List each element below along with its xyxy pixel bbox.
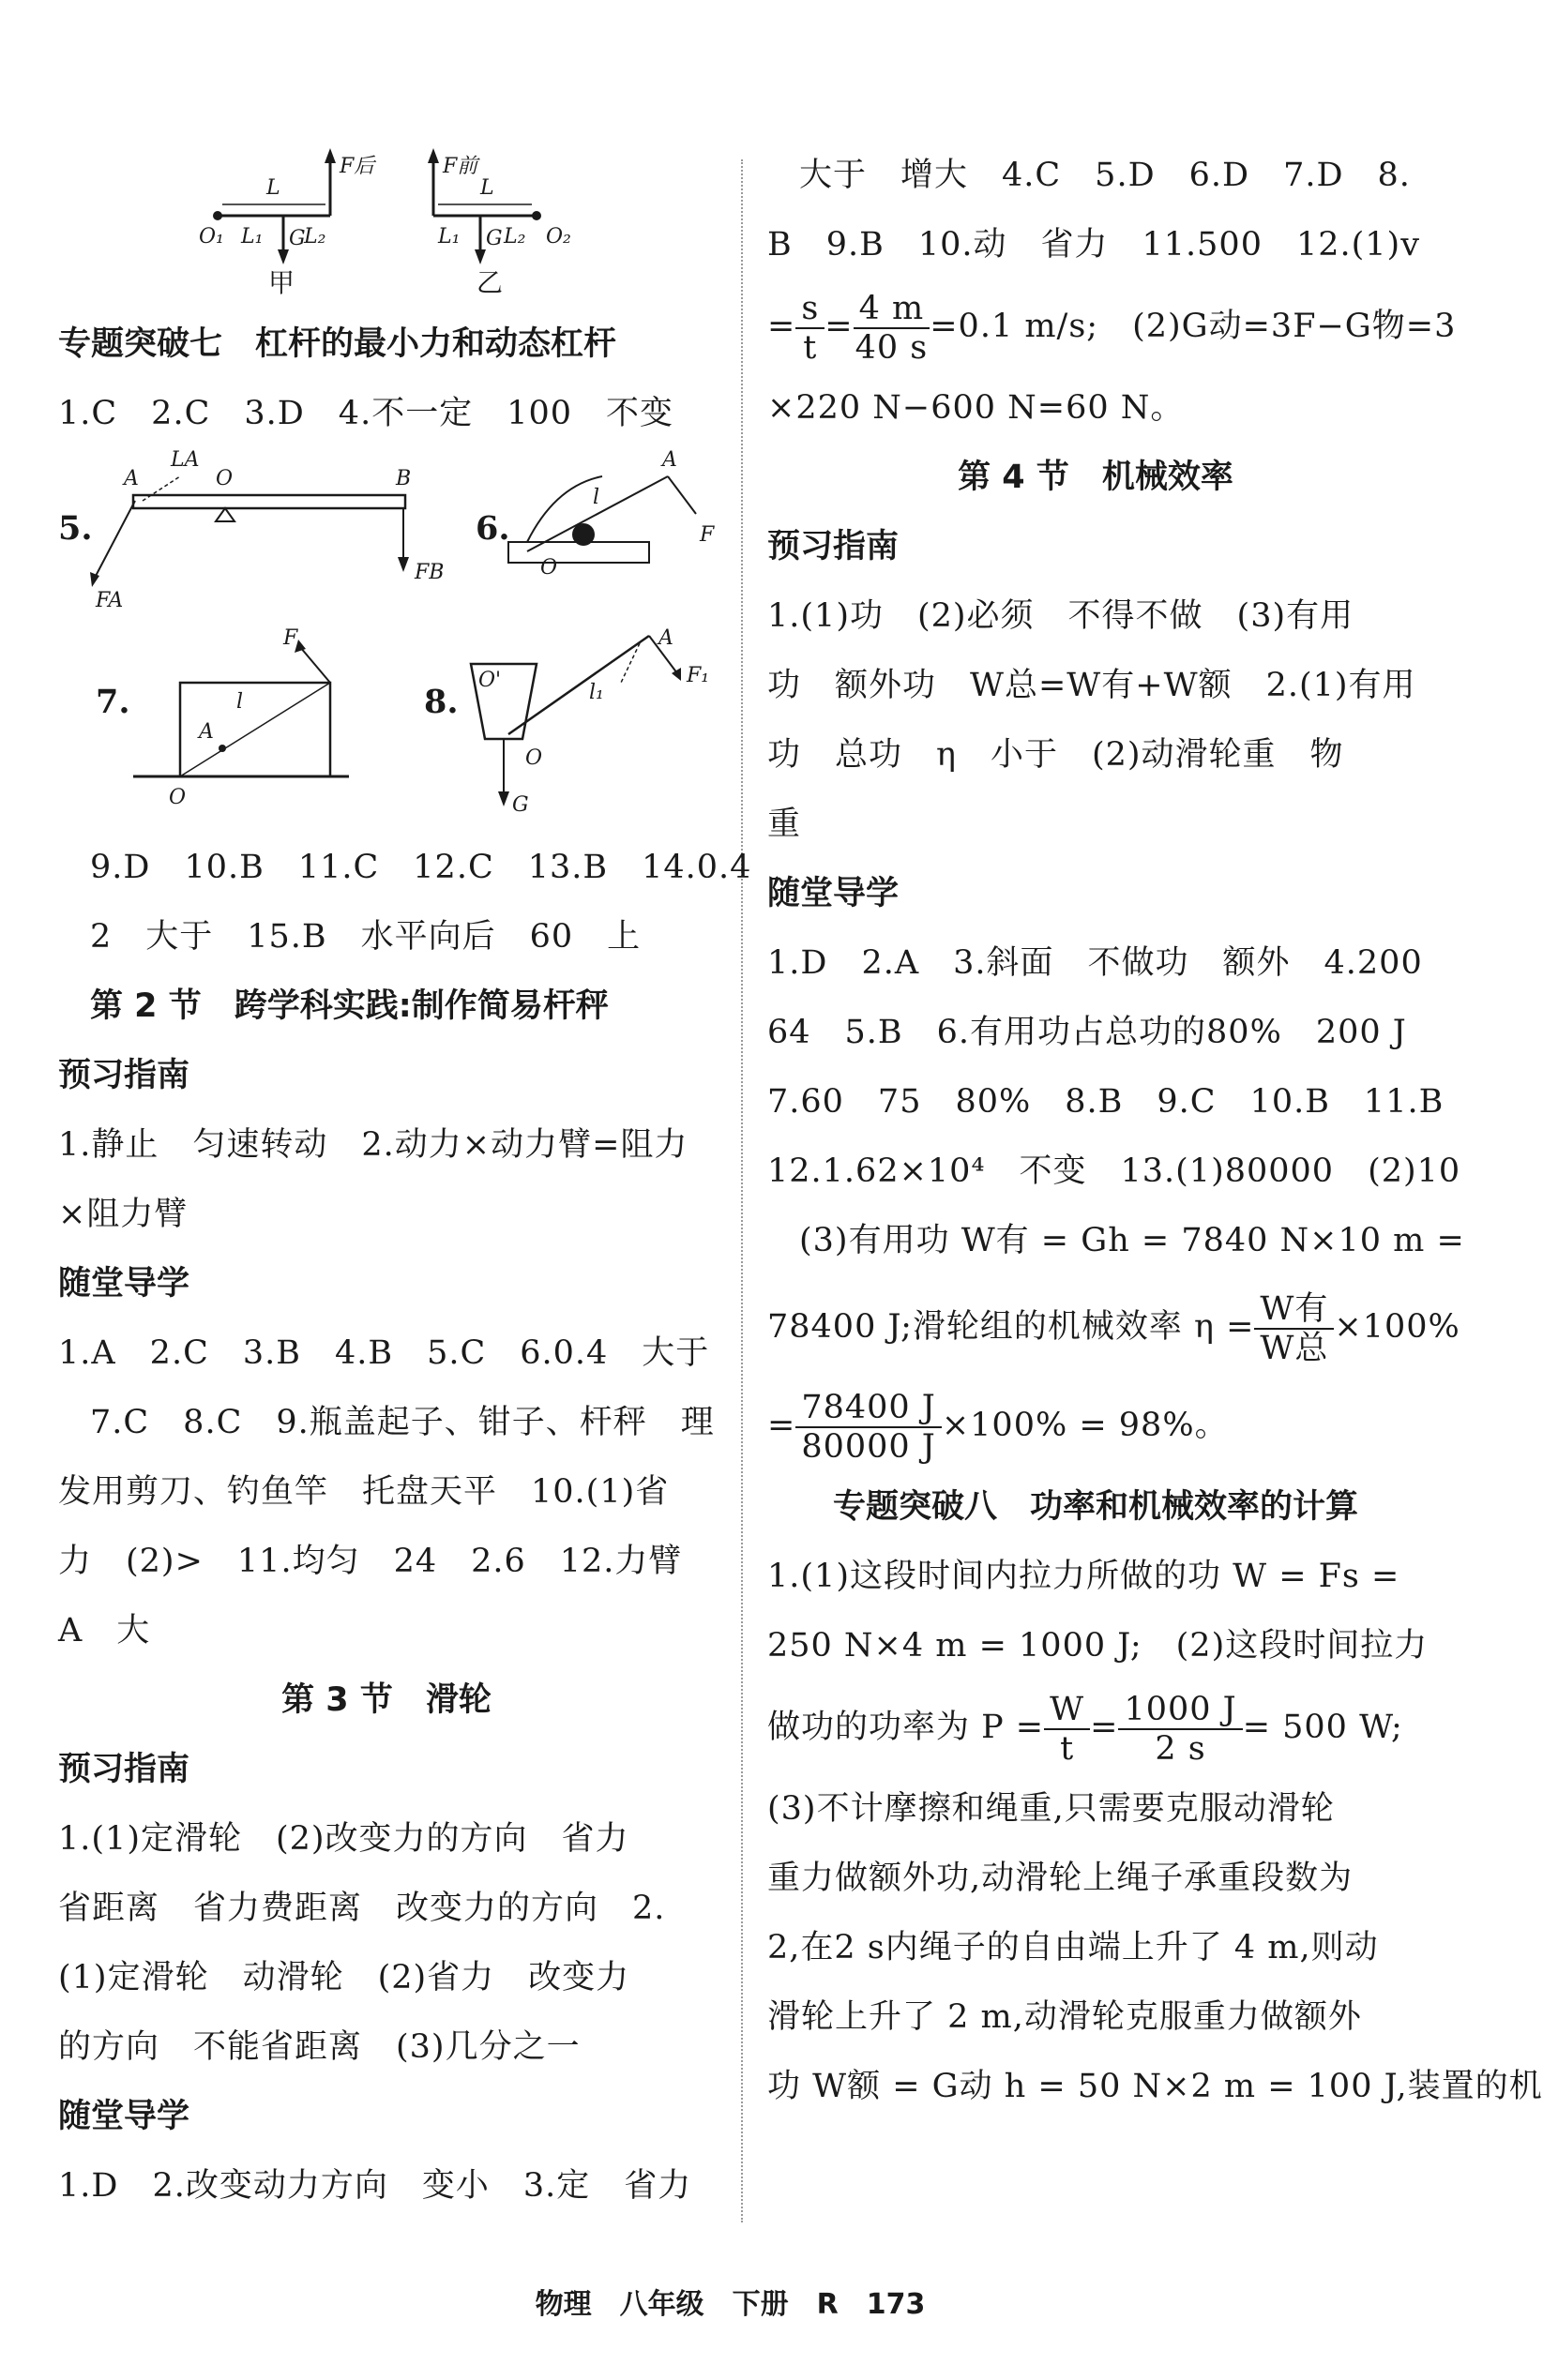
formula-part: =: [767, 308, 796, 345]
label-f1: F₁: [687, 664, 710, 687]
heading-yuxi: 预习指南: [58, 1057, 190, 1094]
formula-part: ×100%: [1334, 1308, 1460, 1346]
fraction-power: [1118, 1691, 1242, 1768]
answer-line: 重力做额外功,动滑轮上绳子承重段数为: [767, 1860, 1354, 1897]
fraction-num: s: [795, 290, 824, 329]
label-a6: A: [662, 448, 677, 472]
heading-zhuanti-7: 专题突破七 杠杆的最小力和动态杠杆: [58, 325, 617, 363]
page-footer: 物理 八年级 下册 R 173: [535, 2288, 926, 2321]
label-f-hou: F后: [340, 155, 375, 178]
label-l6: l: [593, 486, 600, 509]
formula-part: =: [767, 1407, 796, 1444]
answer-line: 64 5.B 6.有用功占总功的80% 200 J: [767, 1014, 1407, 1051]
label-a7: A: [199, 720, 214, 744]
label-b: B: [396, 467, 412, 490]
formula-line-result: [767, 1378, 1424, 1472]
formula-line-p: [767, 1680, 1424, 1774]
answer-line: A 大: [58, 1612, 151, 1649]
answer-line: 1.C 2.C 3.D 4.不一定 100 不变: [58, 395, 674, 432]
heading-suitang: 随堂导学: [58, 1265, 190, 1303]
formula-part: = 500 W;: [1242, 1709, 1403, 1746]
answer-line: 1.(1)这段时间内拉力所做的功 W = Fs =: [767, 1558, 1400, 1595]
answer-line: (3)不计摩擦和绳重,只需要克服动滑轮: [767, 1790, 1335, 1828]
label-l7: l: [236, 690, 244, 714]
lever-diagram-7-8: [58, 626, 715, 833]
answer-line: 250 N×4 m = 1000 J; (2)这段时间拉力: [767, 1627, 1429, 1664]
formula-part: =: [824, 308, 854, 345]
label-gb: G: [486, 227, 503, 250]
left-column: [58, 141, 752, 2221]
heading-section-2: 第 2 节 跨学科实践:制作简易杆秤: [90, 987, 609, 1025]
heading-suitang: 随堂导学: [767, 875, 900, 912]
formula-line-v: [767, 279, 1457, 373]
answer-line: 省距离 省力费距离 改变力的方向 2.: [58, 1890, 666, 1927]
label-f7: F: [283, 626, 298, 650]
fraction-den: W总: [1260, 1329, 1329, 1367]
answer-line: 发用剪刀、钓鱼竿 托盘天平 10.(1)省: [58, 1473, 670, 1511]
fraction-den: 80000 J: [801, 1427, 936, 1466]
label-yi: 乙: [477, 267, 504, 298]
label-l2b: L₂: [504, 225, 526, 249]
answer-line: 功 W额 = G动 h = 50 N×2 m = 100 J,装置的机: [767, 2068, 1543, 2105]
answer-line: 重: [767, 806, 802, 843]
heading-section-3: 第 3 节 滑轮: [281, 1681, 492, 1719]
fraction-num: 1000 J: [1118, 1691, 1242, 1730]
label-l1-8: l₁: [589, 681, 604, 704]
answer-line: 7.60 75 80% 8.B 9.C 10.B 11.B: [767, 1083, 1445, 1121]
label-o6: O: [540, 556, 558, 580]
answer-line: ×阻力臂: [58, 1196, 189, 1233]
answer-line: 1.A 2.C 3.B 4.B 5.C 6.0.4 大于: [58, 1334, 710, 1372]
fraction-den: 2 s: [1155, 1729, 1206, 1768]
label-o8: O: [525, 746, 543, 770]
label-jia: 甲: [268, 267, 295, 298]
fraction-num: W: [1044, 1691, 1090, 1730]
answer-line: (3)有用功 W有 = Gh = 7840 N×10 m =: [799, 1222, 1465, 1259]
fraction-den: t: [803, 328, 818, 367]
answer-line: 1.静止 匀速转动 2.动力×动力臂=阻力: [58, 1126, 688, 1164]
column-divider: [741, 159, 743, 2222]
label-l2: L₂: [304, 225, 326, 249]
label-o-prime: O': [478, 669, 502, 692]
answer-line: 9.D 10.B 11.C 12.C 13.B 14.0.4: [90, 849, 752, 886]
fraction-w: [1254, 1290, 1334, 1367]
heading-suitang: 随堂导学: [58, 2098, 190, 2135]
formula-line-eta: [767, 1275, 1460, 1378]
answer-line: 1.D 2.改变动力方向 变小 3.定 省力: [58, 2167, 692, 2205]
fraction-num: 4 m: [854, 290, 930, 329]
formula-part: 78400 J;滑轮组的机械效率 η =: [767, 1308, 1255, 1346]
formula-part: =0.1 m/s; (2)G动=3F−G物=3: [930, 308, 1457, 345]
answer-line: 大于 增大 4.C 5.D 6.D 7.D 8.: [799, 157, 1411, 194]
answer-line: 1.(1)定滑轮 (2)改变力的方向 省力: [58, 1820, 629, 1858]
label-o2: O₂: [546, 225, 571, 249]
answer-line: 的方向 不能省距离 (3)几分之一: [58, 2028, 581, 2066]
figure-5-6: [58, 448, 715, 626]
fraction-j: [795, 1389, 942, 1466]
label-a8: A: [658, 626, 673, 650]
number-7: 7.: [96, 683, 130, 721]
label-a: A: [124, 467, 139, 490]
fraction-w-t: [1044, 1691, 1090, 1768]
label-la: LA: [171, 448, 200, 472]
label-l1: L₁: [241, 225, 264, 249]
answer-line: 1.(1)功 (2)必须 不得不做 (3)有用: [767, 597, 1354, 635]
answer-line: 2,在2 s内绳子的自由端上升了 4 m,则动: [767, 1929, 1379, 1966]
answer-line: 7.C 8.C 9.瓶盖起子、钳子、杆秤 理: [90, 1404, 715, 1441]
formula-part: ×100% = 98%。: [941, 1407, 1229, 1444]
number-8: 8.: [424, 683, 459, 721]
label-f6: F: [700, 523, 715, 547]
figure-jia-yi: [58, 141, 715, 309]
label-l-yi: L: [480, 176, 494, 200]
fraction-num: 78400 J: [795, 1389, 942, 1428]
answer-line: 功 总功 η 小于 (2)动滑轮重 物: [767, 736, 1344, 774]
figure-7-8: [58, 626, 715, 833]
answer-line: 功 额外功 W总=W有+W额 2.(1)有用: [767, 667, 1416, 704]
heading-yuxi: 预习指南: [767, 528, 900, 565]
answer-line: (1)定滑轮 动滑轮 (2)省力 改变力: [58, 1959, 630, 1996]
heading-yuxi: 预习指南: [58, 1751, 190, 1788]
lever-diagram-jia-yi: [58, 141, 715, 309]
answer-line: 12.1.62×10⁴ 不变 13.(1)80000 (2)10: [767, 1152, 1461, 1190]
lever-diagram-5-6: [58, 448, 715, 626]
label-g: G: [289, 227, 306, 250]
right-column: [767, 141, 1543, 2121]
label-o1: O₁: [199, 225, 224, 249]
label-g8: G: [512, 793, 529, 817]
label-l1b: L₁: [438, 225, 461, 249]
fraction-num: W有: [1254, 1290, 1334, 1330]
label-l: L: [266, 176, 280, 200]
label-fb: FB: [415, 561, 445, 584]
answer-line: 力 (2)> 11.均匀 24 2.6 12.力臂: [58, 1543, 683, 1580]
label-o: O: [216, 467, 234, 490]
answer-line: B 9.B 10.动 省力 11.500 12.(1)v: [767, 226, 1420, 264]
answer-line: 滑轮上升了 2 m,动滑轮克服重力做额外: [767, 1998, 1362, 2036]
fraction-values: [854, 290, 930, 367]
answer-line: 2 大于 15.B 水平向后 60 上: [90, 918, 642, 956]
heading-section-4: 第 4 节 机械效率: [958, 459, 1233, 496]
answer-line: ×220 N−600 N=60 N。: [767, 389, 1185, 427]
fraction-s-t: [795, 290, 824, 367]
formula-part: =: [1090, 1709, 1119, 1746]
label-o7: O: [169, 786, 187, 809]
label-fa: FA: [96, 589, 124, 612]
formula-part: 做功的功率为 P =: [767, 1709, 1045, 1746]
label-f-qian: F前: [443, 155, 478, 178]
number-5: 5.: [58, 509, 93, 548]
answer-line: 1.D 2.A 3.斜面 不做功 额外 4.200: [767, 944, 1423, 982]
heading-zhuanti-8: 专题突破八 功率和机械效率的计算: [832, 1488, 1358, 1526]
fraction-den: t: [1060, 1729, 1075, 1768]
fraction-den: 40 s: [855, 328, 929, 367]
number-6: 6.: [476, 509, 510, 548]
